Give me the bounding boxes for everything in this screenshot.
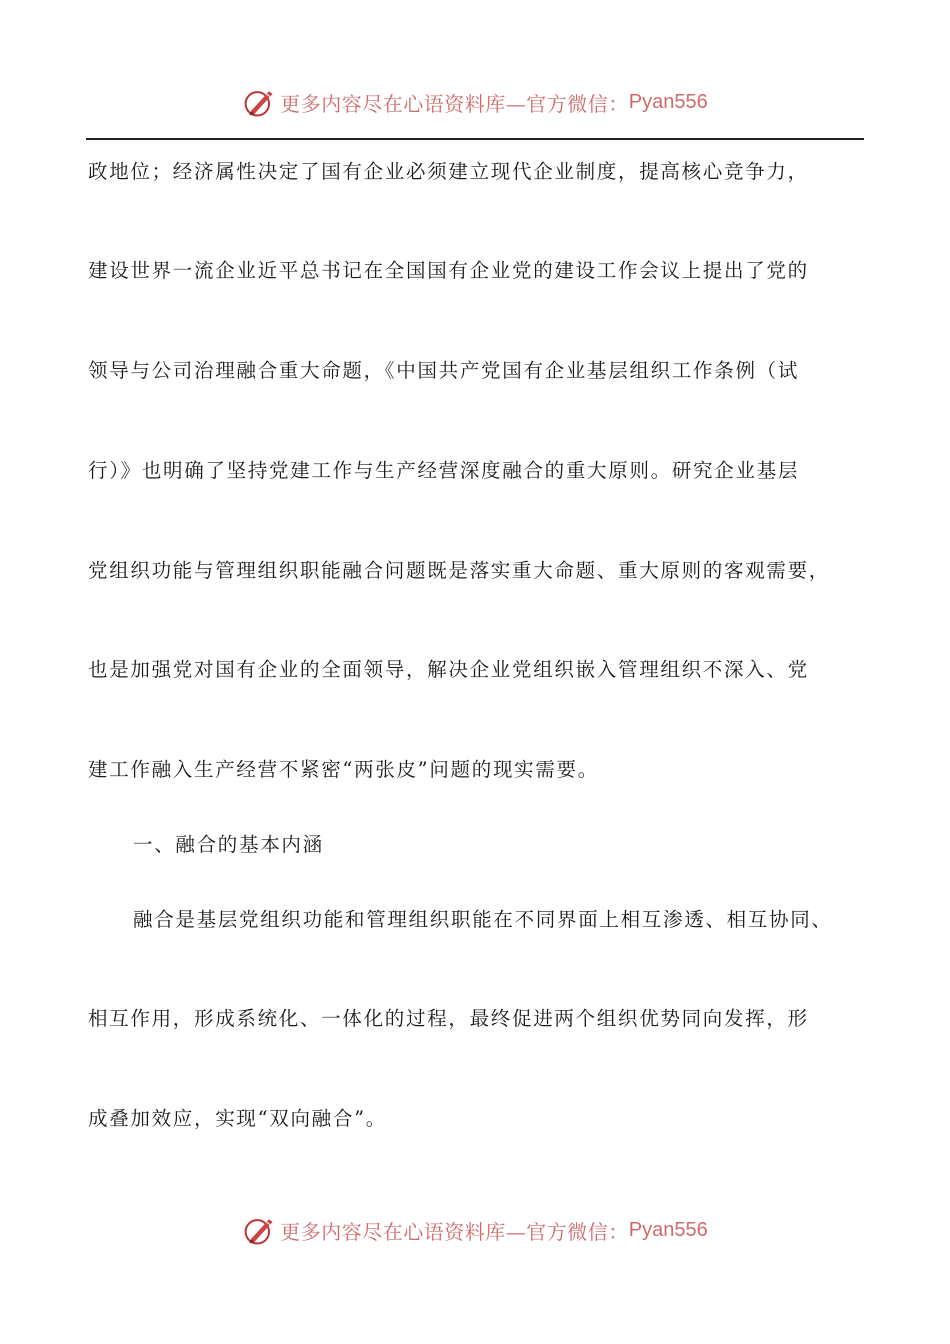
body-line: 融合是基层党组织功能和管理组织职能在不同界面上相互渗透、相互协同、 bbox=[133, 908, 833, 931]
body-line: 建设世界一流企业近平总书记在全国国有企业党的建设工作会议上提出了党的 bbox=[88, 259, 809, 282]
body-line: 行）》也明确了坚持党建工作与生产经营深度融合的重大原则。研究企业基层 bbox=[88, 459, 800, 482]
header-banner bbox=[0, 80, 950, 124]
body-line: 相互作用，形成系统化、一体化的过程，最终促进两个组织优势同向发挥，形 bbox=[88, 1007, 809, 1030]
body-line: 党组织功能与管理组织职能融合问题既是落实重大命题、重大原则的客观需要， bbox=[88, 559, 831, 582]
body-line: 建工作融入生产经营不紧密“两张皮”问题的现实需要。 bbox=[88, 758, 599, 781]
body-line: 政地位；经济属性决定了国有企业必须建立现代企业制度，提高核心竞争力， bbox=[88, 160, 809, 183]
pen-logo-icon bbox=[242, 84, 278, 120]
body-line: 成叠加效应，实现“双向融合”。 bbox=[88, 1107, 387, 1130]
footer-text: 更多内容尽在心语资料库—官方微信： bbox=[280, 1219, 629, 1244]
footer-wechat-id: Pyan556 bbox=[628, 1218, 708, 1241]
header-text: 更多内容尽在心语资料库—官方微信： bbox=[280, 91, 629, 116]
header-wechat-id: Pyan556 bbox=[628, 90, 708, 113]
body-line: 也是加强党对国有企业的全面领导，解决企业党组织嵌入管理组织不深入、党 bbox=[88, 658, 809, 681]
header-divider bbox=[86, 138, 864, 140]
pen-logo-icon bbox=[242, 1212, 278, 1248]
footer-banner bbox=[0, 1208, 950, 1252]
section-heading: 一、融合的基本内涵 bbox=[133, 833, 324, 856]
body-line: 领导与公司治理融合重大命题，《中国共产党国有企业基层组织工作条例（试 bbox=[88, 359, 800, 382]
